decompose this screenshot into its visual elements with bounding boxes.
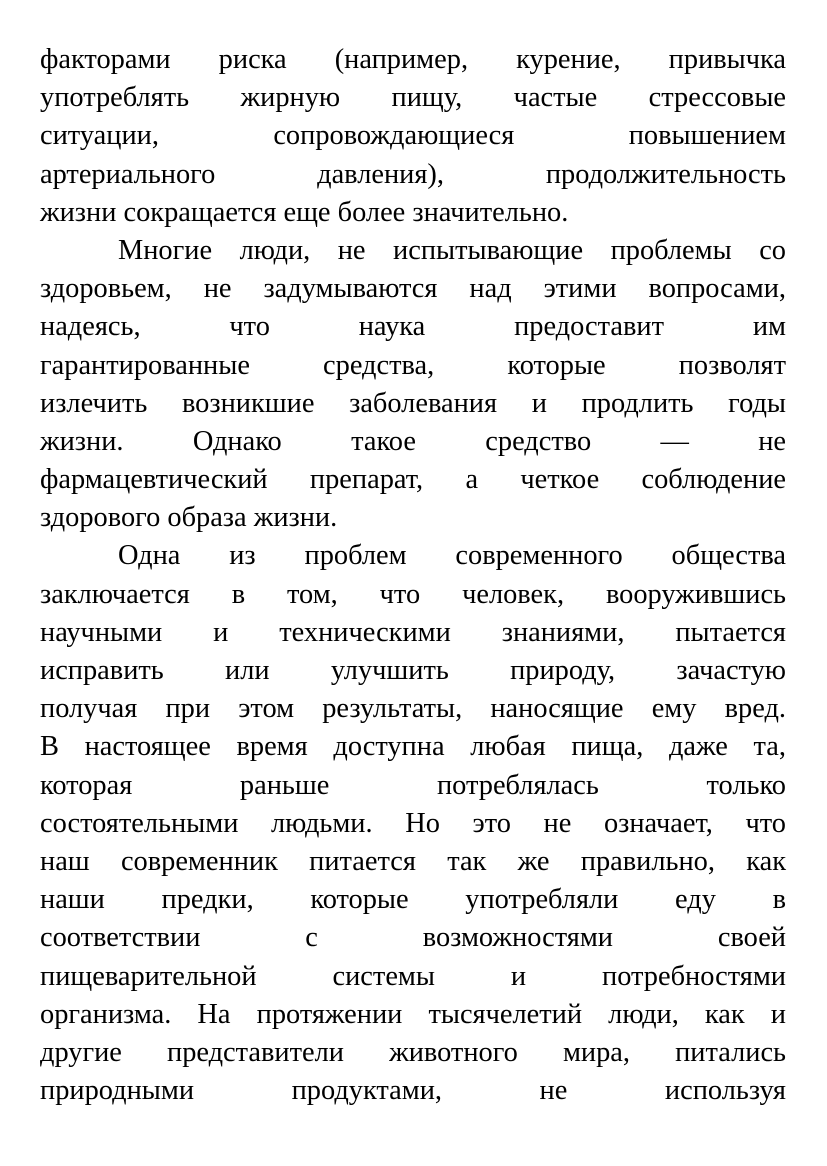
text-line: исправить или улучшить природу, зачастую: [40, 655, 786, 686]
text-line: В настоящее время доступна любая пища, даже та,: [40, 731, 786, 763]
text-line: жизни сокращается еще более значительно.: [40, 196, 569, 228]
paragraph-1: [40, 41, 786, 232]
paragraph-3: [40, 537, 786, 1110]
text-line: получая при этом результаты, наносящие ему вред.: [40, 693, 786, 725]
text-line: другие представители животного мира, питались: [40, 1036, 786, 1068]
text-line: гарантированные средства, которые позволят: [40, 349, 786, 381]
text-line: артериального давления), продолжительность: [40, 158, 786, 190]
text-line: Многие люди, не испытывающие проблемы со: [118, 234, 786, 266]
text-line: употреблять жирную пищу, частые стрессовые: [40, 82, 786, 114]
text-line: пищеварительной системы и потребностями: [40, 960, 786, 992]
text-line: надеясь, что наука предоставит им: [40, 311, 786, 343]
text-line: здоровьем, не задумываются над этими вопросами,: [40, 273, 786, 305]
text-line: здорового образа жизни.: [40, 502, 338, 534]
text-line: природными продуктами, не используя: [40, 1075, 786, 1107]
text-line: наш современник питается так же правильно, как: [40, 845, 786, 877]
text-line: факторами риска (например, курение, привычка: [40, 44, 786, 75]
text-line: организма. На протяжении тысячелетий люди, как и: [40, 998, 786, 1030]
text-line: ситуации, сопровождающиеся повышением: [40, 120, 786, 152]
text-line: наши предки, которые употребляли еду в: [40, 884, 786, 916]
text-line: Одна из проблем современного общества: [118, 540, 786, 572]
text-line: излечить возникшие заболевания и продлить годы: [40, 387, 786, 419]
text-line: фармацевтический препарат, а четкое соблюдение: [40, 464, 786, 496]
text-line: которая раньше потреблялась только: [40, 769, 786, 801]
document-page: [40, 41, 786, 1110]
text-line: жизни. Однако такое средство — не: [40, 425, 786, 457]
paragraph-2: [40, 232, 786, 538]
text-line: соответствии с возможностями своей: [40, 922, 786, 954]
text-line: состоятельными людьми. Но это не означает, что: [40, 807, 786, 839]
text-line: научными и техническими знаниями, пытается: [40, 616, 786, 648]
text-line: заключается в том, что человек, вооружившись: [40, 578, 786, 610]
